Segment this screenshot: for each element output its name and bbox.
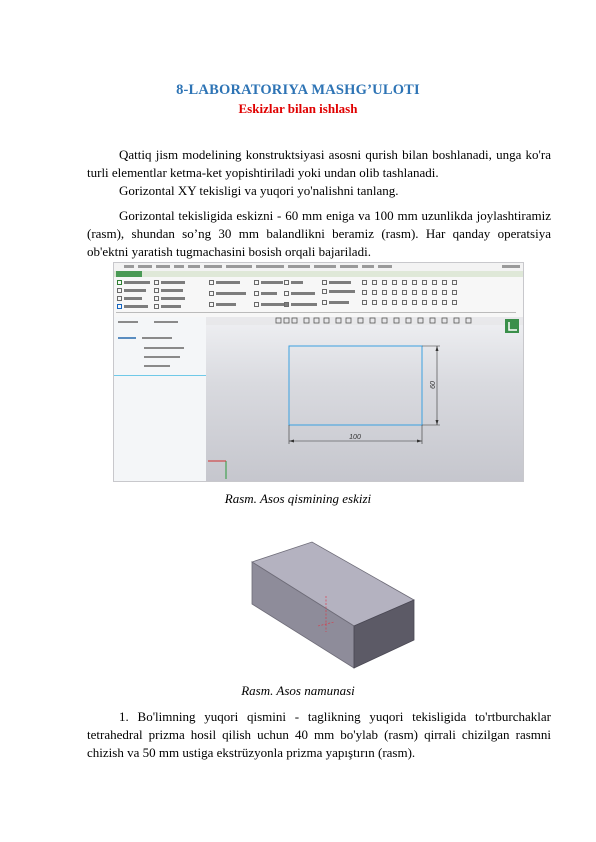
sketch-rectangle (289, 346, 422, 425)
step-1-paragraph: 1. Bo'limning yuqori qismini - taglikning yuqori tekisligida to'rtburchaklar tetrahedral prizma hosil qilish uchun 40 mm bo'ylab (rasm) qirrali chizilgan rasmni chizish va 50 mm ustiga ekstrüzyonla prizma yapıştırın (rasm). (87, 709, 551, 760)
document-subtitle: Eskizlar bilan ishlash (238, 101, 358, 116)
document-title: 8-LABORATORIYA MASHG’ULOTI (176, 82, 420, 98)
sketch-drawing (114, 263, 524, 482)
paragraph-3: Gorizontal tekisligida eskizni - 60 mm eniga va 100 mm uzunlikda joylashtiramiz (rasm), shundan so’ng 30 mm balandlikni beramiz (rasm). Har qanday operatsiya ob'ektni yaratish tugmachasini bosish orqali bajariladi. (87, 208, 551, 259)
sketch-width-dimension: 100 (349, 434, 361, 441)
base-block-3d (248, 540, 416, 672)
figure-caption-2: Rasm. Asos namunasi (241, 683, 355, 698)
paragraph-1: Qattiq jism modelining konstruktsiyasi asosni qurish bilan boshlanadi, unga ko'ra turli elementlar ketma-ket yopishtiriladi yoki undan olib tashlanadi. (87, 147, 551, 180)
sketch-height-dimension: 60 (430, 381, 437, 389)
view-orientation-icon (505, 319, 519, 333)
paragraph-2: Gorizontal XY tekisligi va yuqori yo'nalishni tanlang. (119, 183, 399, 198)
cad-screenshot (113, 262, 524, 482)
figure-caption-1: Rasm. Asos qismining eskizi (224, 491, 372, 506)
